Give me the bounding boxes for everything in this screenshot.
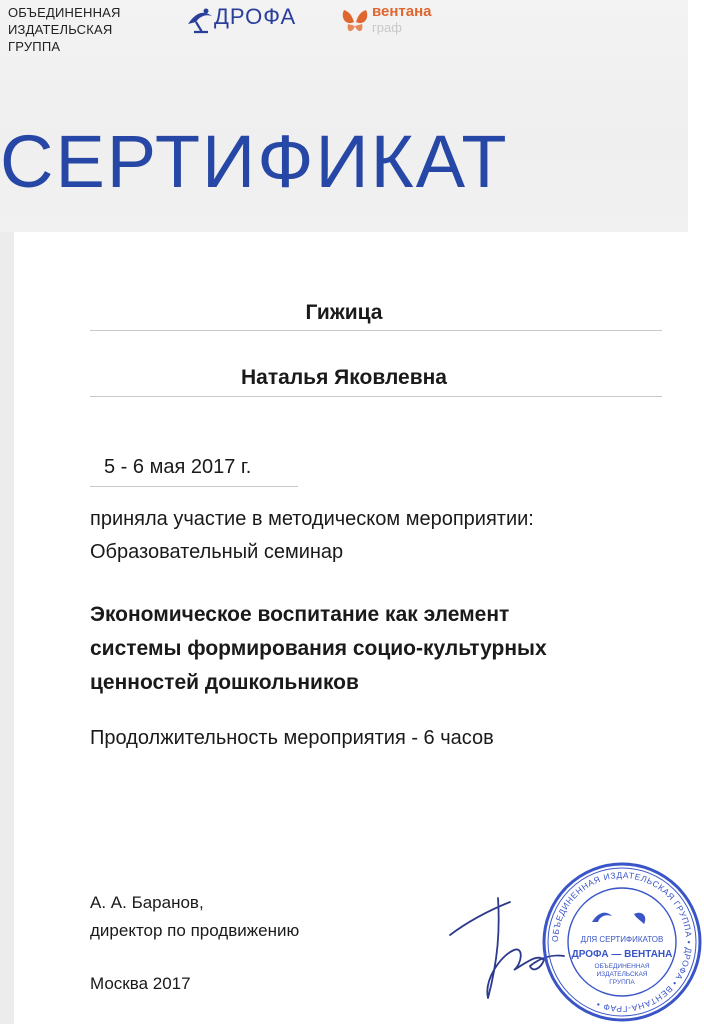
event-topic-line: Экономическое воспитание как элемент	[90, 603, 510, 626]
ventana-logo-text: вентана	[372, 3, 432, 20]
publisher-group-line: ГРУППА	[8, 39, 61, 54]
event-date: 5 - 6 мая 2017 г.	[104, 456, 252, 478]
event-duration: Продолжительность мероприятия - 6 часов	[90, 727, 494, 749]
participation-statement: приняла участие в методическом мероприятии:	[90, 508, 534, 530]
graf-logo-text: граф	[372, 20, 402, 35]
stamp-center-sub: ИЗДАТЕЛЬСКАЯ	[596, 971, 648, 978]
stamp-center-sub: ГРУППА	[609, 979, 635, 986]
recipient-given-names: Наталья Яковлевна	[241, 366, 447, 389]
city-and-year: Москва 2017	[90, 974, 191, 993]
event-type: Образовательный семинар	[90, 541, 344, 563]
left-margin-band	[0, 232, 14, 1024]
event-topic	[90, 598, 547, 700]
official-stamp-seal	[540, 860, 704, 1024]
stamp-center-sub: ОБЪЕДИНЕННАЯ	[594, 963, 650, 970]
recipient-surname: Гижица	[305, 301, 383, 324]
signatory-position: директор по продвижению	[90, 921, 300, 940]
event-topic-line: ценностей дошкольников	[90, 671, 359, 694]
date-underline	[90, 486, 298, 487]
publisher-group-name	[8, 4, 138, 55]
publisher-group-line: ИЗДАТЕЛЬСКАЯ	[8, 22, 113, 37]
given-names-underline	[90, 396, 662, 397]
drofa-logo-text: ДРОФА	[214, 4, 297, 29]
certificate-title: СЕРТИФИКАТ	[0, 120, 509, 203]
signatory-name: А. А. Баранов,	[90, 893, 204, 912]
surname-underline	[90, 330, 662, 331]
publisher-group-line: ОБЪЕДИНЕННАЯ	[8, 5, 121, 20]
stamp-center-top: ДЛЯ СЕРТИФИКАТОВ	[580, 935, 664, 944]
stamp-ring-text: ОБЪЕДИНЕННАЯ ИЗДАТЕЛЬСКАЯ ГРУППА • ДРОФА • ВЕНТАНА-ГРАФ •	[549, 869, 695, 1015]
event-topic-line: системы формирования социо-культурных	[90, 637, 547, 660]
stamp-center-main: ДРОФА — ВЕНТАНА	[571, 949, 673, 960]
